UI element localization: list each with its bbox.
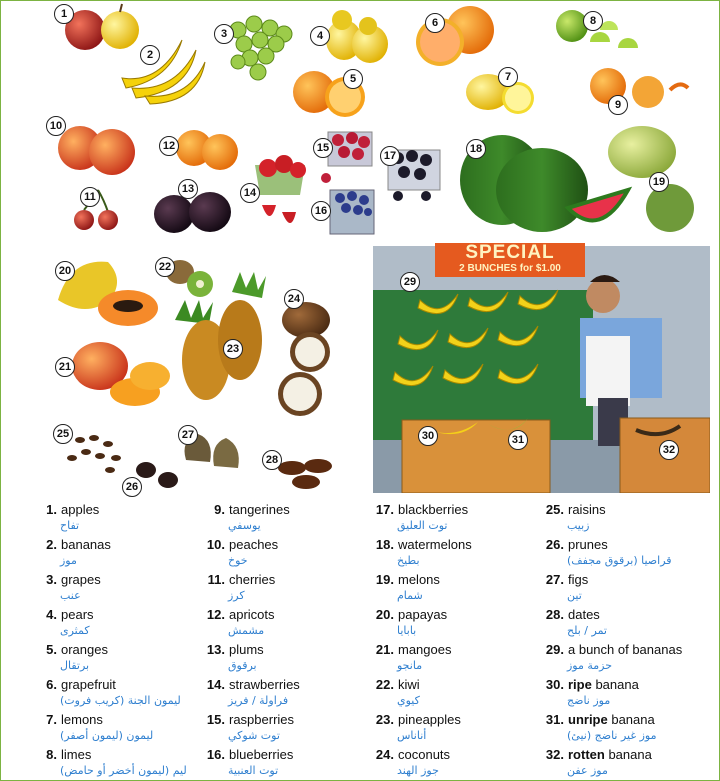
badge-20: 20 bbox=[55, 261, 75, 281]
list-item: 29. a bunch of bananas حزمة موز bbox=[545, 642, 683, 672]
badge-26: 26 bbox=[122, 477, 142, 497]
arabic-term: كمثرى bbox=[60, 624, 90, 637]
list-item: 10. peaches خوخ bbox=[206, 537, 279, 567]
badge-4: 4 bbox=[310, 26, 330, 46]
badge-21: 21 bbox=[55, 357, 75, 377]
apricots-image bbox=[176, 130, 238, 170]
list-item: 15. raspberries توت شوكي bbox=[206, 712, 295, 742]
arabic-term: مانجو bbox=[397, 659, 423, 672]
list-item: 9. tangerines يوسفي bbox=[214, 502, 290, 532]
badge-29: 29 bbox=[400, 272, 420, 292]
list-item: 8. limes ليم (ليمون أخضر أو حامض) bbox=[46, 747, 187, 777]
arabic-term: برقوق bbox=[228, 659, 257, 672]
arabic-term: توت شوكي bbox=[228, 729, 280, 742]
list-item: 5. oranges برتقال bbox=[46, 642, 108, 672]
badge-7: 7 bbox=[498, 67, 518, 87]
arabic-term: توت العنبية bbox=[228, 764, 279, 777]
sign-subtitle: 2 BUNCHES for $1.00 bbox=[459, 263, 561, 274]
sign-title: SPECIAL bbox=[465, 242, 555, 263]
arabic-term: تمر / بلح bbox=[567, 624, 607, 637]
badge-14: 14 bbox=[240, 183, 260, 203]
pineapples-image bbox=[175, 272, 266, 400]
list-item: 7. lemons ليمون (ليمون أصفر) bbox=[46, 712, 154, 742]
arabic-term: موز غير ناضج (نيئ) bbox=[567, 729, 657, 742]
badge-15: 15 bbox=[313, 138, 333, 158]
list-item: 19. melons شمام bbox=[375, 572, 440, 602]
badge-8: 8 bbox=[583, 11, 603, 31]
list-item: 1. apples تفاح bbox=[46, 502, 100, 532]
badge-11: 11 bbox=[80, 187, 100, 207]
apples-image bbox=[65, 4, 139, 50]
special-sign bbox=[435, 243, 585, 277]
list-item: 27. figs تين bbox=[545, 572, 589, 602]
badge-28: 28 bbox=[262, 450, 282, 470]
mangoes-image bbox=[72, 342, 170, 406]
arabic-term: قراصيا (برقوق مجفف) bbox=[567, 554, 672, 567]
arabic-term: تفاح bbox=[60, 519, 80, 532]
arabic-term: شمام bbox=[397, 589, 423, 602]
strawberries-image bbox=[255, 155, 306, 223]
badge-32: 32 bbox=[659, 440, 679, 460]
list-item: 3. grapes عنب bbox=[46, 572, 101, 602]
coconuts-image bbox=[278, 302, 330, 416]
peaches-image bbox=[58, 126, 135, 175]
raisins-image bbox=[67, 435, 121, 473]
arabic-term: حزمة موز bbox=[567, 659, 613, 672]
badge-27: 27 bbox=[178, 425, 198, 445]
badge-5: 5 bbox=[343, 69, 363, 89]
badge-23: 23 bbox=[223, 339, 243, 359]
bananas-image bbox=[122, 40, 205, 104]
list-item: 23. pineapples أناناس bbox=[375, 712, 461, 742]
word-list-column-4 bbox=[545, 500, 720, 780]
list-item: 21. mangoes مانجو bbox=[375, 642, 452, 672]
pears-image bbox=[326, 10, 388, 63]
arabic-term: كيوي bbox=[397, 694, 420, 707]
arabic-term: يوسفي bbox=[228, 519, 261, 532]
list-item: 16. blueberries توت العنبية bbox=[206, 747, 294, 777]
list-item: 30. ripe banana موز ناضج bbox=[545, 677, 639, 707]
arabic-term: برتقال bbox=[60, 659, 90, 672]
arabic-term: عنب bbox=[60, 589, 81, 602]
prunes-image bbox=[136, 462, 178, 488]
arabic-term: بطيخ bbox=[397, 554, 420, 567]
tangerines-image bbox=[590, 68, 688, 108]
badge-12: 12 bbox=[159, 136, 179, 156]
list-item: 13. plums برقوق bbox=[206, 642, 264, 672]
list-item: 2. bananas موز bbox=[46, 537, 111, 567]
arabic-term: فراولة / فريز bbox=[228, 694, 289, 707]
arabic-term: تين bbox=[567, 589, 582, 602]
badge-9: 9 bbox=[608, 95, 628, 115]
badge-22: 22 bbox=[155, 257, 175, 277]
badge-13: 13 bbox=[178, 179, 198, 199]
arabic-term: أناناس bbox=[397, 729, 427, 742]
arabic-term: ليم (ليمون أخضر أو حامض) bbox=[60, 764, 187, 777]
arabic-term: مشمش bbox=[228, 624, 265, 637]
list-item: 28. dates تمر / بلح bbox=[545, 607, 607, 637]
list-item: 20. papayas بابايا bbox=[375, 607, 448, 637]
plums-image bbox=[154, 192, 231, 233]
arabic-term: ليمون الجنة (كريب فروت) bbox=[60, 694, 181, 707]
list-item: 32. rotten banana موز عفن bbox=[545, 747, 652, 777]
list-item: 18. watermelons بطيخ bbox=[375, 537, 472, 567]
dates-image bbox=[278, 459, 332, 489]
badge-16: 16 bbox=[311, 201, 331, 221]
badge-3: 3 bbox=[214, 24, 234, 44]
arabic-term: موز عفن bbox=[567, 764, 608, 777]
badge-1: 1 bbox=[54, 4, 74, 24]
badge-25: 25 bbox=[53, 424, 73, 444]
list-item: 6. grapefruit ليمون الجنة (كريب فروت) bbox=[46, 677, 181, 707]
badge-19: 19 bbox=[649, 172, 669, 192]
arabic-term: ليمون (ليمون أصفر) bbox=[60, 729, 154, 742]
badge-30: 30 bbox=[418, 426, 438, 446]
blueberries-image bbox=[330, 190, 374, 234]
arabic-term: جوز الهند bbox=[397, 764, 439, 777]
list-item: 12. apricots مشمش bbox=[206, 607, 275, 637]
arabic-term: توت العليق bbox=[397, 519, 448, 532]
arabic-term: بابايا bbox=[397, 624, 417, 637]
grapes-image bbox=[230, 16, 292, 80]
badge-10: 10 bbox=[46, 116, 66, 136]
arabic-term: خوخ bbox=[228, 554, 248, 567]
word-list-column-1 bbox=[45, 500, 221, 780]
badge-18: 18 bbox=[466, 139, 486, 159]
list-item: 17. blackberries توت العليق bbox=[375, 502, 469, 532]
list-item: 31. unripe banana موز غير ناضج (نيئ) bbox=[545, 712, 657, 742]
badge-24: 24 bbox=[284, 289, 304, 309]
list-item: 4. pears كمثرى bbox=[46, 607, 94, 637]
arabic-term: كرز bbox=[228, 589, 245, 602]
list-item: 11. cherries كرز bbox=[207, 572, 276, 602]
fruit-stand-scene bbox=[373, 246, 710, 493]
list-item: 25. raisins زبيب bbox=[545, 502, 606, 532]
badge-17: 17 bbox=[380, 146, 400, 166]
badge-6: 6 bbox=[425, 13, 445, 33]
list-item: 22. kiwi كيوي bbox=[375, 677, 420, 707]
list-item: 14. strawberries فراولة / فريز bbox=[206, 677, 300, 707]
badge-2: 2 bbox=[140, 45, 160, 65]
arabic-term: موز bbox=[60, 554, 77, 567]
list-item: 26. prunes قراصيا (برقوق مجفف) bbox=[545, 537, 672, 567]
badge-31: 31 bbox=[508, 430, 528, 450]
list-item: 24. coconuts جوز الهند bbox=[375, 747, 451, 777]
arabic-term: موز ناضج bbox=[567, 694, 611, 707]
arabic-term: زبيب bbox=[567, 519, 590, 532]
